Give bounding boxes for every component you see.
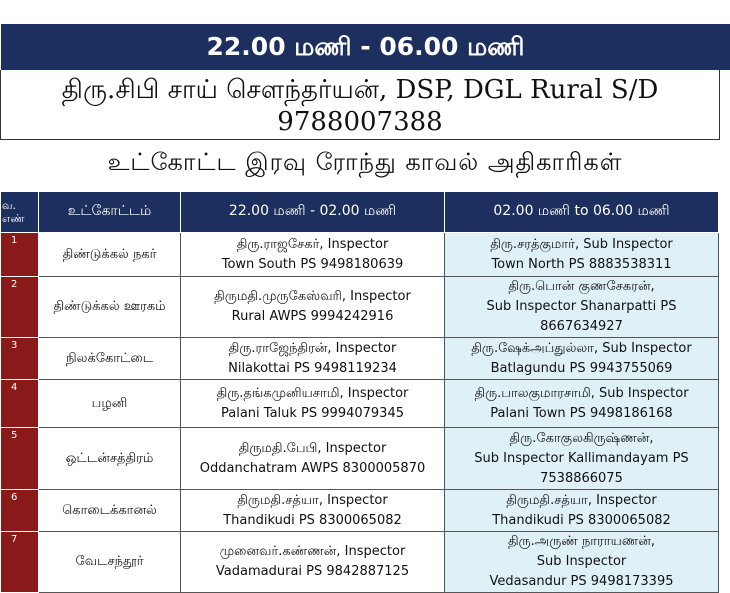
officer-detail-line: 7538866075	[540, 470, 623, 486]
shift2-officer-cell	[445, 532, 719, 593]
table-row	[1, 532, 719, 593]
shift1-officer-cell	[181, 338, 445, 380]
column-header-number: வ. எண்	[1, 192, 39, 233]
table-row	[1, 277, 719, 338]
officer-detail-line: Vedasandur PS 9498173395	[489, 574, 674, 589]
table-row	[1, 428, 719, 490]
shift1-officer-cell	[181, 428, 445, 490]
shift2-officer-cell	[445, 380, 719, 428]
patrol-officers-table	[0, 191, 719, 593]
officer-detail-line: திருமதி.சத்யா, Inspector	[237, 492, 388, 508]
table-row	[1, 338, 719, 380]
officer-name: திரு.சிபி சாய் சௌந்தர்யன், DSP, DGL Rural S/D	[61, 75, 659, 105]
officer-detail-line: முனைவர்.கண்ணன், Inspector	[219, 544, 406, 559]
subdivision-cell: திண்டுக்கல் ஊரகம்	[39, 277, 181, 338]
column-header-shift2: 02.00 மணி to 06.00 மணி	[445, 192, 719, 233]
officer-detail-line: திருமதி.பேபி, Inspector	[238, 440, 387, 456]
shift2-officer-cell	[445, 490, 719, 532]
officer-detail-line: Palani Town PS 9498186168	[490, 405, 673, 421]
column-header-subdivision: உட்கோட்டம்	[39, 192, 181, 233]
shift1-officer-cell	[181, 233, 445, 277]
subdivision-cell: கொடைக்கானல்	[39, 490, 181, 532]
row-number: 1	[1, 233, 39, 277]
officer-detail-line: Sub Inspector Kallimandayam PS	[474, 450, 689, 466]
officer-detail-line: திரு.அருண் நாராயணன்,	[507, 534, 656, 549]
officer-detail-line: Palani Taluk PS 9994079345	[221, 405, 404, 421]
shift2-officer-cell	[445, 233, 719, 277]
row-number: 6	[1, 490, 39, 532]
row-number: 7	[1, 532, 39, 593]
table-header-row	[1, 192, 719, 233]
officer-detail-line: திரு.பொன் குணசேகரன்,	[508, 279, 655, 294]
shift-time: 22.00 மணி - 06.00 மணி	[206, 32, 525, 61]
section-title: உட்கோட்ட இரவு ரோந்து காவல் அதிகாரிகள்	[107, 148, 623, 176]
subdivision-cell: திண்டுக்கல் நகர்	[39, 233, 181, 277]
officer-box	[0, 70, 720, 140]
officer-detail-line: Vadamadurai PS 9842887125	[215, 564, 410, 579]
officer-detail-line: திரு.ராஜசேகர், Inspector	[236, 236, 389, 252]
table-row	[1, 490, 719, 532]
officer-detail-line: Rural AWPS 9994242916	[231, 309, 394, 324]
officer-detail-line: திரு.கோகுலகிருஷ்ணன்,	[509, 430, 654, 446]
officer-detail-line: Thandikudi PS 8300065082	[223, 512, 402, 528]
officer-detail-line: Oddanchatram AWPS 8300005870	[199, 460, 426, 476]
subdivision-cell: ஒட்டன்சத்திரம்	[39, 428, 181, 490]
shift1-officer-cell	[181, 380, 445, 428]
officer-detail-line: திருமதி.சத்யா, Inspector	[506, 492, 657, 508]
officer-phone: 9788007388	[277, 107, 443, 137]
row-number: 2	[1, 277, 39, 338]
row-number: 5	[1, 428, 39, 490]
subdivision-cell: வேடசந்தூர்	[39, 532, 181, 593]
subdivision-cell: பழனி	[39, 380, 181, 428]
table-body	[1, 233, 719, 593]
officer-detail-line: திரு.ஷேக்அப்துல்லா, Sub Inspector	[471, 340, 692, 356]
officer-detail-line: Thandikudi PS 8300065082	[492, 512, 671, 528]
shift1-officer-cell	[181, 532, 445, 593]
officer-detail-line: Sub Inspector	[536, 554, 627, 569]
officer-detail-line: Sub Inspector Shanarpatti PS	[486, 299, 677, 314]
officer-detail-line: Nilakottai PS 9498119234	[228, 360, 397, 376]
subdivision-cell: நிலக்கோட்டை	[39, 338, 181, 380]
shift1-officer-cell	[181, 277, 445, 338]
shift-time-banner	[0, 24, 730, 70]
officer-detail-line: திரு.பாலகுமாரசாமி, Sub Inspector	[474, 385, 689, 401]
table-row	[1, 233, 719, 277]
officer-detail-line: Town North PS 8883538311	[491, 256, 672, 272]
shift2-officer-cell	[445, 428, 719, 490]
officer-detail-line: திரு.ராஜேந்திரன், Inspector	[228, 340, 397, 356]
table-row	[1, 380, 719, 428]
officer-detail-line: திரு.சரத்குமார், Sub Inspector	[490, 236, 673, 252]
row-number: 4	[1, 380, 39, 428]
column-header-shift1: 22.00 மணி - 02.00 மணி	[181, 192, 445, 233]
shift2-officer-cell	[445, 277, 719, 338]
officer-detail-line: திரு.தங்கமுனியசாமி, Inspector	[216, 385, 409, 401]
shift2-officer-cell	[445, 338, 719, 380]
shift1-officer-cell	[181, 490, 445, 532]
officer-detail-line: 8667634927	[540, 319, 623, 334]
officer-detail-line: Town South PS 9498180639	[221, 256, 404, 272]
row-number: 3	[1, 338, 39, 380]
officer-detail-line: Batlagundu PS 9943755069	[490, 360, 673, 376]
officer-detail-line: திருமதி.முருகேஸ்வரி, Inspector	[214, 289, 411, 304]
